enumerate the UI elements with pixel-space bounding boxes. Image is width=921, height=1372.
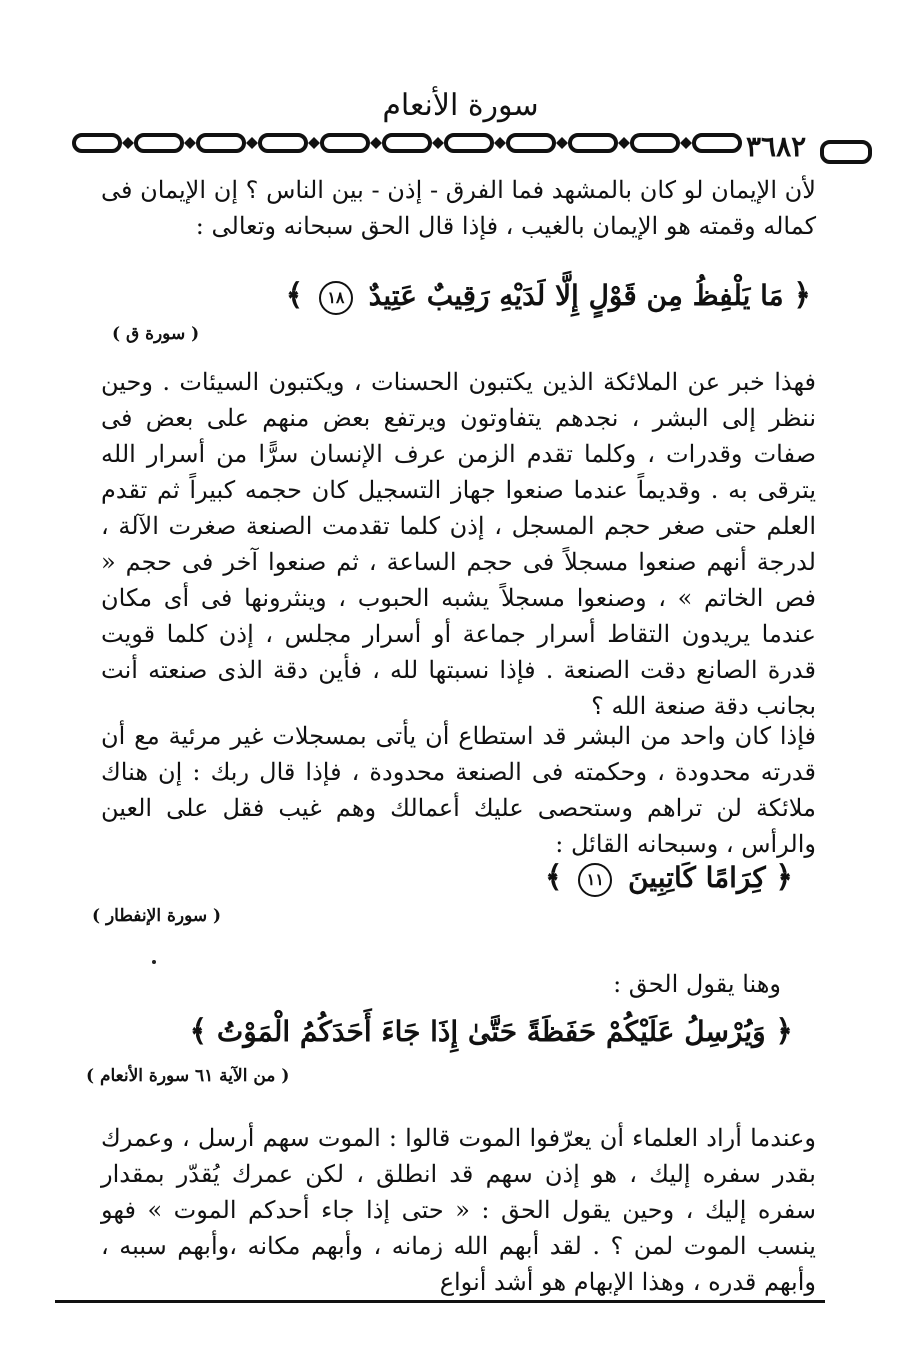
ayah-number-mark: ١٨ bbox=[319, 281, 353, 315]
page-number: ٣٦٨٢ bbox=[746, 130, 807, 163]
footer-rule bbox=[55, 1300, 825, 1303]
verse-close-brace: ﴾ bbox=[285, 278, 304, 313]
verse-text: وَيُرْسِلُ عَلَيْكُمْ حَفَظَةً حَتَّىٰ إِذَا جَاءَ أَحَدَكُمُ الْمَوْتُ bbox=[216, 1015, 766, 1048]
ornament-chain bbox=[70, 126, 810, 160]
paragraph-5: وعندما أراد العلماء أن يعرّفوا الموت قالوا : الموت سهم أرسل ، وعمرك بقدر سفره إليك ، هو إذن سهم قد انطلق ، لكن عمرك يُقدّر بمقدار سفره إليك ، وحين يقول الحق : « حتى إذا جاء أحدكم الموت » فهو ينسب الموت لمن ؟ . لقد أبهم الله زمانه ، وأبهم مكانه ،وأبهم سببه ، وأبهم قدره ، وهذا الإبهام هو أشد أنواع bbox=[101, 1124, 816, 1296]
verse-text: كِرَامًا كَاتِبِينَ bbox=[627, 861, 766, 894]
verse-close-brace: ﴾ bbox=[544, 860, 563, 895]
surah-header: سورة الأنعام bbox=[382, 88, 539, 123]
ink-dot bbox=[152, 960, 156, 964]
paragraph-4: وهنا يقول الحق : bbox=[613, 970, 781, 998]
quran-verse-3 bbox=[190, 1014, 794, 1049]
ornament-oval bbox=[820, 140, 872, 164]
verse-text: مَا يَلْفِظُ مِن قَوْلٍ إِلَّا لَدَيْهِ رَقِيبٌ عَتِيدٌ bbox=[368, 279, 784, 312]
verse-source: ( من الآية ٦١ سورة الأنعام ) bbox=[86, 1066, 290, 1086]
verse-close-brace: ﴾ bbox=[189, 1014, 208, 1049]
verse-source: ( سورة الإنفطار ) bbox=[92, 906, 222, 926]
ayah-number-mark: ١١ bbox=[578, 863, 612, 897]
verse-open-brace: ﴿ bbox=[775, 1014, 793, 1049]
verse-open-brace: ﴿ bbox=[775, 860, 793, 895]
verse-open-brace: ﴿ bbox=[793, 278, 811, 313]
quran-verse-2 bbox=[545, 860, 793, 897]
paragraph-3: فإذا كان واحد من البشر قد استطاع أن يأتى بمسجلات غير مرئية مع أن قدرته محدودة ، وحكمته فى الصنعة محدودة ، فإذا قال ربك : إن هناك ملائكة لن تراهم وستحصى عليك أعمالك وهم غيب فقل على العين والرأس ، وسبحانه القائل : bbox=[101, 722, 816, 858]
verse-source: ( سورة ق ) bbox=[112, 324, 200, 344]
paragraph-1: لأن الإيمان لو كان بالمشهد فما الفرق - إذن - بين الناس ؟ إن الإيمان فى كماله وقمته هو الإيمان بالغيب ، فإذا قال الحق سبحانه وتعالى : bbox=[101, 176, 816, 240]
quran-verse-1 bbox=[286, 278, 811, 315]
paragraph-2: فهذا خبر عن الملائكة الذين يكتبون الحسنات ، ويكتبون السيئات . وحين ننظر إلى البشر ، نجدهم يتفاوتون ويرتفع بعض منهم على بعض فى صفات وقدرات ، وكلما تقدم الزمن عرف الإنسان سرًّا من أسرار الله يترقى به . وقديماً عندما صنعوا جهاز التسجيل كان حجمه كبيراً ثم تقدم العلم حتى صغر حجم المسجل ، إذن كلما تقدمت الصنعة صغرت الآلة ، لدرجة أنهم صنعوا مسجلاً فى حجم الساعة ، ثم صنعوا آخر فى حجم « فص الخاتم » ، وصنعوا مسجلاً يشبه الحبوب ، وينثرونها فى أى مكان عندما يريدون التقاط أسرار جماعة أو أسرار مجلس ، إذن كلما قويت قدرة الصانع دقت الصنعة . فإذا نسبتها لله ، فأين دقة الذى صنعته أنت بجانب دقة صنعة الله ؟ bbox=[101, 368, 816, 720]
